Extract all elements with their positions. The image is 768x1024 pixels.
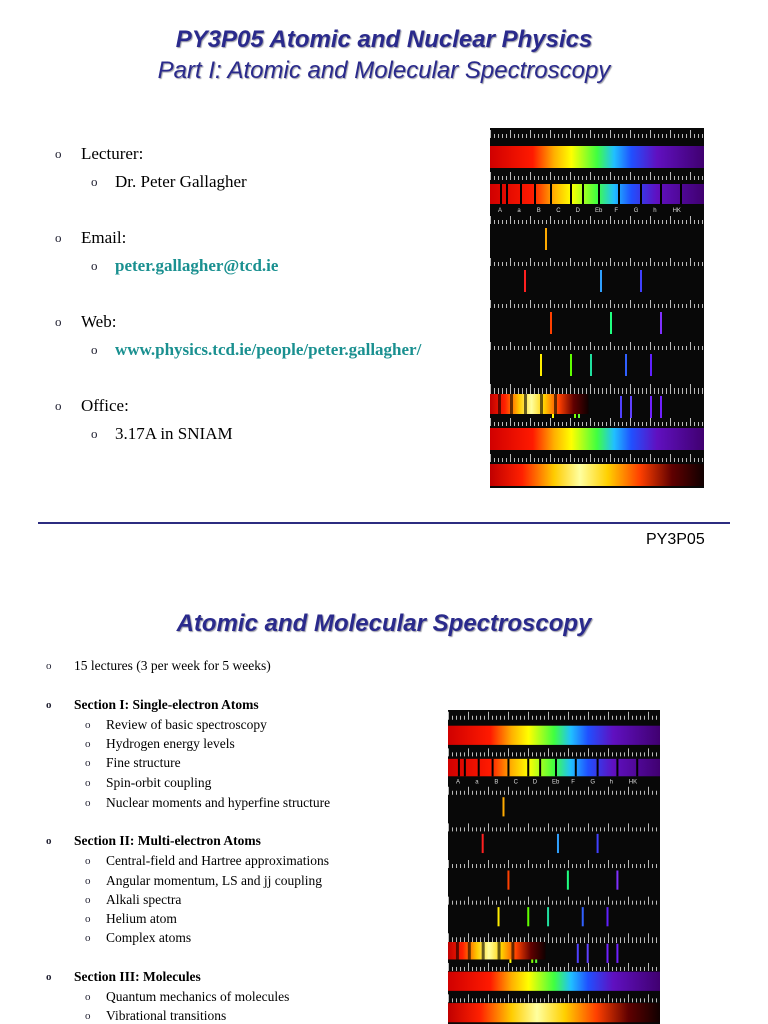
section-heading: Section I: Single-electron Atoms xyxy=(74,697,259,712)
list-item xyxy=(85,930,192,946)
bullet-marker: o xyxy=(85,719,91,731)
section-heading: Section III: Molecules xyxy=(74,969,201,984)
intro-text: 15 lectures (3 per week for 5 weeks) xyxy=(74,658,271,673)
spectrum-label: G xyxy=(590,779,596,786)
lecturer-bullet xyxy=(55,144,144,164)
item-text: Alkali spectra xyxy=(106,892,182,907)
item-text: Nuclear moments and hyperfine structure xyxy=(106,795,331,810)
spectrum-label: C xyxy=(556,208,561,214)
spectrum-label: HK xyxy=(672,208,681,214)
bullet-marker: o xyxy=(55,314,62,329)
spectrum-label: A xyxy=(456,779,461,786)
bullet-marker: o xyxy=(85,1010,91,1022)
spectrum-label: D xyxy=(532,779,538,786)
item-text: Quantum mechanics of molecules xyxy=(106,989,290,1004)
section3-heading xyxy=(46,969,201,985)
list-item xyxy=(85,911,177,927)
item-text: Spin-orbit coupling xyxy=(106,775,212,790)
office-label: Office: xyxy=(81,396,129,415)
list-item xyxy=(85,892,182,908)
bullet-marker: o xyxy=(46,660,52,672)
item-text: Helium atom xyxy=(106,911,177,926)
slide1-subtitle: Part I: Atomic and Molecular Spectroscopy xyxy=(157,57,611,84)
list-item xyxy=(85,989,290,1005)
bullet-marker: o xyxy=(91,258,98,273)
bullet-marker: o xyxy=(55,230,62,245)
office-bullet xyxy=(55,396,129,416)
lecturer-name: Dr. Peter Gallagher xyxy=(115,172,247,191)
bullet-marker: o xyxy=(85,932,91,944)
office-value: 3.17A in SNIAM xyxy=(115,424,233,443)
web-link[interactable]: www.physics.tcd.ie/people/peter.gallagher/ xyxy=(115,340,422,359)
spectrum-label: a xyxy=(475,779,479,786)
bullet-marker: o xyxy=(85,777,91,789)
bullet-marker: o xyxy=(85,797,91,809)
web-value-bullet xyxy=(91,340,422,360)
item-text: Fine structure xyxy=(106,755,181,770)
office-value-bullet xyxy=(91,424,233,444)
lecturer-label: Lecturer: xyxy=(81,144,144,163)
spectrum-label: D xyxy=(575,208,580,214)
slide-footer: PY3P05 xyxy=(646,531,705,548)
bullet-marker: o xyxy=(46,835,52,847)
slide-divider xyxy=(38,522,730,524)
list-item xyxy=(85,736,235,752)
email-link[interactable]: peter.gallagher@tcd.ie xyxy=(115,256,279,275)
web-label: Web: xyxy=(81,312,117,331)
list-item xyxy=(85,755,181,771)
bullet-marker: o xyxy=(85,738,91,750)
spectrum-image xyxy=(448,710,660,1024)
web-bullet xyxy=(55,312,117,332)
spectrum-graphic xyxy=(490,128,704,488)
bullet-marker: o xyxy=(91,342,98,357)
bullet-marker: o xyxy=(85,991,91,1003)
bullet-marker: o xyxy=(85,875,91,887)
item-text: Complex atoms xyxy=(106,930,192,945)
intro-bullet xyxy=(46,658,271,674)
list-item xyxy=(85,853,330,869)
item-text: Review of basic spectroscopy xyxy=(106,717,267,732)
bullet-marker: o xyxy=(85,757,91,769)
spectrum-label: B xyxy=(494,779,499,786)
item-text: Central-field and Hartree approximations xyxy=(106,853,330,868)
bullet-marker: o xyxy=(85,855,91,867)
bullet-marker: o xyxy=(55,146,62,161)
spectrum-label: F xyxy=(571,779,575,786)
bullet-marker: o xyxy=(46,699,52,711)
section1-heading xyxy=(46,697,259,713)
slide2-title: Atomic and Molecular Spectroscopy xyxy=(176,610,592,637)
spectrum-label: Eb xyxy=(552,779,560,786)
bullet-marker: o xyxy=(85,894,91,906)
spectrum-label: B xyxy=(536,208,541,214)
bullet-marker: o xyxy=(91,174,98,189)
spectrum-label: G xyxy=(633,208,639,214)
lecturer-name-bullet xyxy=(91,172,247,192)
list-item xyxy=(85,717,267,733)
list-item xyxy=(85,795,331,811)
item-text: Angular momentum, LS and jj coupling xyxy=(106,873,322,888)
section-heading: Section II: Multi-electron Atoms xyxy=(74,833,261,848)
bullet-marker: o xyxy=(55,398,62,413)
spectrum-label: h xyxy=(609,779,613,786)
spectrum-label: h xyxy=(653,208,657,214)
bullet-marker: o xyxy=(91,426,98,441)
bullet-marker: o xyxy=(85,913,91,925)
email-bullet xyxy=(55,228,127,248)
email-label: Email: xyxy=(81,228,127,247)
list-item xyxy=(85,775,212,791)
spectrum-image xyxy=(490,128,704,488)
spectrum-label: HK xyxy=(628,779,638,786)
spectrum-graphic xyxy=(448,710,660,1024)
section2-heading xyxy=(46,833,261,849)
spectrum-label: Eb xyxy=(595,208,603,214)
spectrum-label: A xyxy=(498,208,503,214)
item-text: Vibrational transitions xyxy=(106,1008,227,1023)
item-text: Hydrogen energy levels xyxy=(106,736,235,751)
list-item xyxy=(85,1008,227,1024)
list-item xyxy=(85,873,322,889)
bullet-marker: o xyxy=(46,971,52,983)
slide1-title: PY3P05 Atomic and Nuclear Physics xyxy=(175,26,593,53)
spectrum-label: F xyxy=(614,208,619,214)
spectrum-label: a xyxy=(517,208,521,214)
email-value-bullet xyxy=(91,256,279,276)
spectrum-label: C xyxy=(513,779,518,786)
